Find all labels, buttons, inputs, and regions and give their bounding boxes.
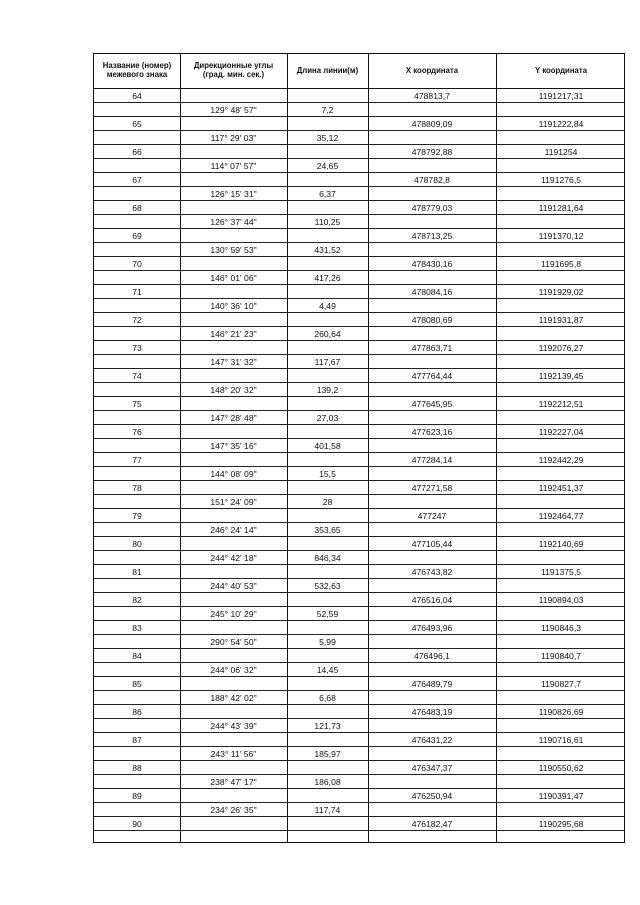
point-x: 478779,03 [411,203,453,213]
segment-length: 121,73 [314,721,341,731]
point-y: 1192076,27 [538,343,584,353]
point-name: 82 [132,595,142,605]
row-divider [94,606,624,607]
segment-angle: 151° 24' 09" [210,497,257,507]
point-y: 1191276,5 [541,175,581,185]
point-name: 70 [132,259,142,269]
segment-angle: 147° 31' 32" [210,357,257,367]
row-divider [94,312,624,313]
row-divider [94,746,624,747]
point-y: 1192442,29 [538,455,584,465]
row-divider [94,550,624,551]
row-divider [94,564,624,565]
segment-length: 401,58 [314,441,341,451]
point-x: 476489,79 [411,679,453,689]
coordinates-table [93,53,625,843]
segment-angle: 144° 08' 09" [210,469,257,479]
segment-angle: 290° 54' 50" [210,637,257,647]
row-divider [94,368,624,369]
point-x: 476431,22 [411,735,453,745]
segment-angle: 130° 59' 53" [210,245,257,255]
segment-angle: 244° 42' 18" [210,553,257,563]
segment-angle: 147° 28' 48" [210,413,257,423]
point-name: 89 [132,791,142,801]
point-y: 1190295,68 [538,819,584,829]
segment-angle: 114° 07' 57" [210,161,257,171]
row-divider [94,816,624,817]
point-y: 1191370,12 [538,231,584,241]
segment-length: 52,59 [316,609,339,619]
point-x: 476347,37 [411,763,453,773]
point-x: 478792,88 [411,147,453,157]
point-name: 72 [132,315,142,325]
row-divider [94,172,624,173]
point-name: 66 [132,147,142,157]
point-x: 478782,8 [414,175,450,185]
row-divider [94,410,624,411]
segment-length: 186,08 [314,777,341,787]
row-divider [94,718,624,719]
segment-angle: 146° 01' 06" [210,273,257,283]
point-y: 1192139,45 [538,371,584,381]
row-divider [94,620,624,621]
point-y: 1191695,8 [541,259,581,269]
point-x: 477623,16 [411,427,453,437]
point-name: 79 [132,511,142,521]
row-divider [94,690,624,691]
row-divider [94,634,624,635]
point-name: 65 [132,119,142,129]
segment-angle: 238° 47' 17" [210,777,257,787]
segment-angle: 246° 24' 14" [210,525,257,535]
row-divider [94,522,624,523]
row-divider [94,298,624,299]
header-y: Y координата [534,65,588,75]
row-divider [94,788,624,789]
row-divider [94,830,624,831]
point-x: 478430,16 [411,259,453,269]
segment-angle: 244° 40' 53" [210,581,257,591]
point-name: 76 [132,427,142,437]
row-divider [94,200,624,201]
segment-angle: 188° 42' 02" [210,693,257,703]
point-name: 81 [132,567,142,577]
row-divider [94,382,624,383]
segment-length: 35,12 [316,133,339,143]
point-name: 88 [132,763,142,773]
row-divider [94,228,624,229]
row-divider [94,116,624,117]
point-y: 1190716,61 [538,735,584,745]
row-divider [94,340,624,341]
row-divider [94,760,624,761]
row-divider [94,662,624,663]
header-divider [94,88,624,89]
point-y: 1191217,31 [538,91,584,101]
segment-length: 110,25 [314,217,341,227]
point-y: 1192227,04 [538,427,584,437]
segment-length: 5,99 [319,637,336,647]
point-x: 477284,14 [411,455,453,465]
segment-length: 185,97 [314,749,341,759]
segment-length: 431,52 [314,245,341,255]
row-divider [94,732,624,733]
row-divider [94,676,624,677]
point-name: 85 [132,679,142,689]
point-name: 69 [132,231,142,241]
segment-angle: 245° 10' 29" [210,609,257,619]
point-x: 478813,7 [414,91,450,101]
point-name: 77 [132,455,142,465]
point-y: 1190846,3 [541,623,581,633]
row-divider [94,354,624,355]
point-name: 78 [132,483,142,493]
segment-angle: 147° 35' 16" [210,441,257,451]
header-name: Название (номер) межевого знака [102,61,172,79]
point-y: 1191254 [544,147,578,157]
header-x: X координата [405,65,459,75]
segment-length: 260,64 [314,329,341,339]
segment-angle: 243° 11' 56" [210,749,257,759]
row-divider [94,592,624,593]
point-y: 1191931,87 [538,315,584,325]
point-x: 476483,19 [411,707,453,717]
point-name: 87 [132,735,142,745]
row-divider [94,508,624,509]
point-name: 90 [132,819,142,829]
segment-angle: 146° 21' 23" [210,329,257,339]
segment-angle: 244° 43' 39" [210,721,257,731]
point-name: 64 [132,91,142,101]
header-length: Длина линии(м) [296,65,359,75]
segment-angle: 140° 36' 10" [210,301,257,311]
point-y: 1191222,84 [538,119,584,129]
row-divider [94,270,624,271]
segment-length: 6,37 [319,189,336,199]
segment-length: 6,68 [319,693,336,703]
point-y: 1190894,03 [538,595,584,605]
point-x: 477271,58 [411,483,453,493]
row-divider [94,452,624,453]
segment-angle: 234° 26' 35" [210,805,257,815]
point-name: 83 [132,623,142,633]
point-name: 68 [132,203,142,213]
point-x: 476493,96 [411,623,453,633]
segment-length: 117,67 [314,357,341,367]
segment-length: 28 [322,497,333,507]
segment-length: 532,63 [314,581,341,591]
point-x: 477247 [417,511,447,521]
row-divider [94,802,624,803]
point-name: 84 [132,651,142,661]
segment-length: 417,26 [314,273,341,283]
row-divider [94,326,624,327]
row-divider [94,158,624,159]
row-divider [94,396,624,397]
row-divider [94,466,624,467]
point-y: 1190826,69 [538,707,584,717]
row-divider [94,242,624,243]
point-x: 477645,95 [411,399,453,409]
point-y: 1190840,7 [541,651,581,661]
point-y: 1191929,02 [538,287,584,297]
point-name: 73 [132,343,142,353]
row-divider [94,424,624,425]
row-divider [94,648,624,649]
row-divider [94,480,624,481]
point-x: 477863,71 [411,343,453,353]
segment-length: 846,34 [314,553,341,563]
row-divider [94,494,624,495]
point-x: 478080,69 [411,315,453,325]
point-name: 67 [132,175,142,185]
point-x: 477105,44 [411,539,453,549]
point-x: 478713,25 [411,231,453,241]
row-divider [94,438,624,439]
row-divider [94,130,624,131]
segment-angle: 148° 20' 32" [210,385,257,395]
point-name: 86 [132,707,142,717]
row-divider [94,102,624,103]
segment-angle: 126° 37' 44" [210,217,257,227]
row-divider [94,704,624,705]
row-divider [94,186,624,187]
point-y: 1190827,7 [541,679,581,689]
segment-length: 353,65 [314,525,341,535]
point-x: 476496,1 [414,651,450,661]
point-y: 1192451,37 [538,483,584,493]
point-x: 478809,09 [411,119,453,129]
point-y: 1192140,69 [538,539,584,549]
point-x: 478084,16 [411,287,453,297]
row-divider [94,536,624,537]
segment-length: 139,2 [316,385,339,395]
segment-length: 24,65 [316,161,339,171]
point-name: 80 [132,539,142,549]
point-y: 1190391,47 [538,791,584,801]
segment-length: 27,03 [316,413,339,423]
segment-length: 7,2 [321,105,334,115]
point-name: 71 [132,287,142,297]
segment-angle: 126° 15' 31" [210,189,257,199]
point-x: 476250,94 [411,791,453,801]
row-divider [94,256,624,257]
row-divider [94,144,624,145]
point-y: 1192212,51 [538,399,584,409]
segment-angle: 129° 48' 57" [210,105,257,115]
segment-angle: 244° 06' 32" [210,665,257,675]
segment-length: 15,5 [319,469,336,479]
segment-length: 117,74 [314,805,341,815]
point-y: 1192464,77 [538,511,584,521]
point-x: 476182,47 [411,819,453,829]
point-x: 476743,82 [411,567,453,577]
point-y: 1191281,64 [538,203,584,213]
row-divider [94,214,624,215]
row-divider [94,284,624,285]
row-divider [94,578,624,579]
point-y: 1190550,62 [538,763,584,773]
segment-length: 14,45 [316,665,339,675]
point-x: 477764,44 [411,371,453,381]
point-y: 1191375,5 [541,567,581,577]
point-x: 476516,04 [411,595,453,605]
segment-length: 4,49 [319,301,336,311]
point-name: 75 [132,399,142,409]
point-name: 74 [132,371,142,381]
header-angle: Дирекционные углы (град. мин. сек.) [193,61,274,79]
row-divider [94,774,624,775]
segment-angle: 117° 29' 03" [210,133,257,143]
